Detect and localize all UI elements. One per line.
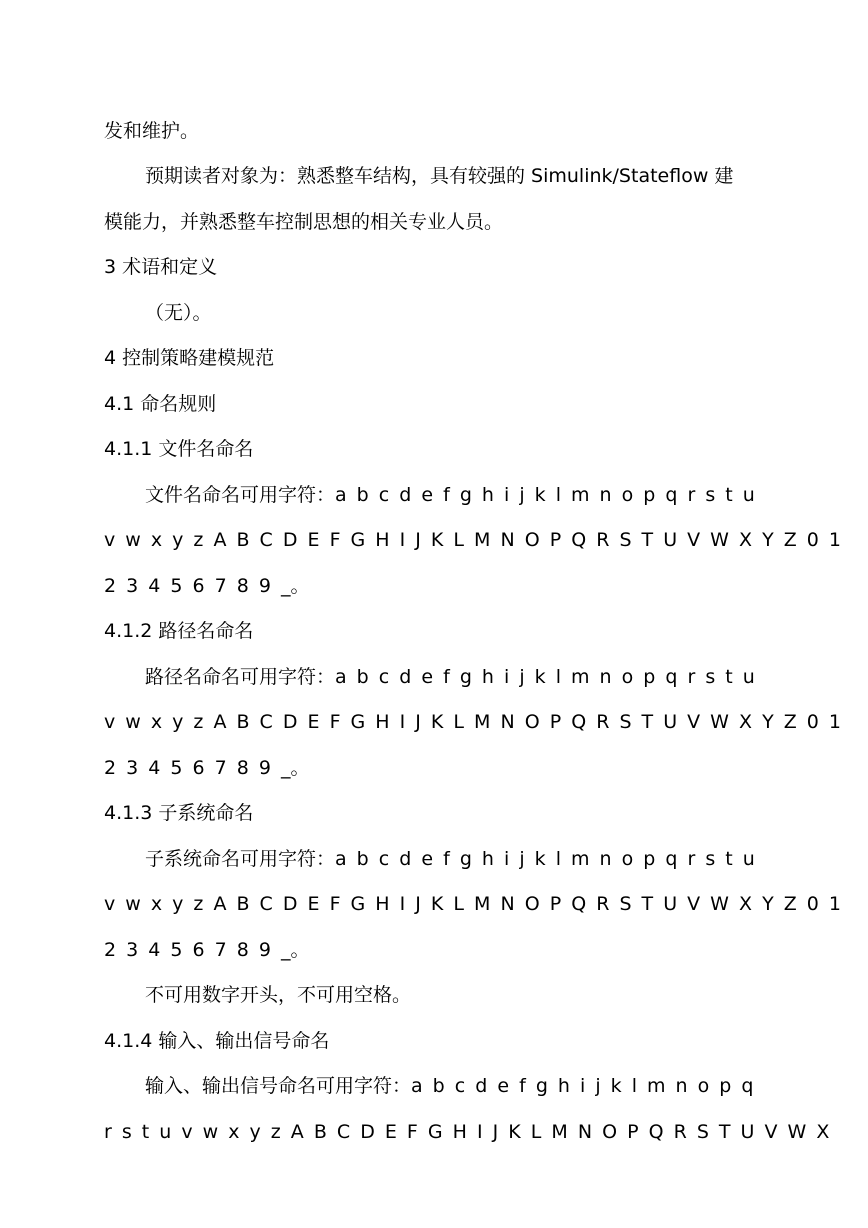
subsystem-naming-chars-line-2: v w x y z A B C D E F G H I J K L M N O P Q R S T U V W X Y Z 0 1 xyxy=(104,893,841,915)
path-naming-chars-line-1: 路径名命名可用字符：a b c d e f g h i j k l m n o p q r s t u xyxy=(145,666,755,688)
readers-paragraph-line-1: 预期读者对象为：熟悉整车结构，具有较强的 Simulink/Stateflow 建 xyxy=(145,165,734,187)
path-naming-chars-line-2: v w x y z A B C D E F G H I J K L M N O P Q R S T U V W X Y Z 0 1 xyxy=(104,711,841,733)
file-naming-chars-line-1: 文件名命名可用字符：a b c d e f g h i j k l m n o p q r s t u xyxy=(145,484,755,506)
subsection-heading-signal-naming: 4.1.4 输入、输出信号命名 xyxy=(104,1030,330,1052)
subsection-heading-path-naming: 4.1.2 路径名命名 xyxy=(104,620,254,642)
readers-paragraph-line-2: 模能力，并熟悉整车控制思想的相关专业人员。 xyxy=(104,211,504,233)
signal-naming-chars-line-2: r s t u v w x y z A B C D E F G H I J K L M N O P Q R S T U V W X xyxy=(104,1121,830,1143)
section-heading-modeling-spec: 4 控制策略建模规范 xyxy=(104,347,275,369)
subsystem-naming-chars-line-3: 2 3 4 5 6 7 8 9 _。 xyxy=(104,939,310,961)
file-naming-chars-line-2: v w x y z A B C D E F G H I J K L M N O P Q R S T U V W X Y Z 0 1 xyxy=(104,529,841,551)
paragraph-continuation: 发和维护。 xyxy=(104,120,200,142)
file-naming-chars-line-3: 2 3 4 5 6 7 8 9 _。 xyxy=(104,575,310,597)
signal-naming-chars-line-1: 输入、输出信号命名可用字符：a b c d e f g h i j k l m n o p q xyxy=(145,1075,754,1097)
subsection-heading-subsystem-naming: 4.1.3 子系统命名 xyxy=(104,802,254,824)
subsystem-naming-chars-line-1: 子系统命名可用字符：a b c d e f g h i j k l m n o p q r s t u xyxy=(145,848,755,870)
subsystem-naming-restriction: 不可用数字开头，不可用空格。 xyxy=(145,984,412,1006)
section-heading-terms: 3 术语和定义 xyxy=(104,256,218,278)
terms-none-text: （无）。 xyxy=(145,302,212,324)
subsection-heading-naming-rules: 4.1 命名规则 xyxy=(104,393,217,415)
path-naming-chars-line-3: 2 3 4 5 6 7 8 9 _。 xyxy=(104,757,310,779)
subsection-heading-file-naming: 4.1.1 文件名命名 xyxy=(104,438,254,460)
